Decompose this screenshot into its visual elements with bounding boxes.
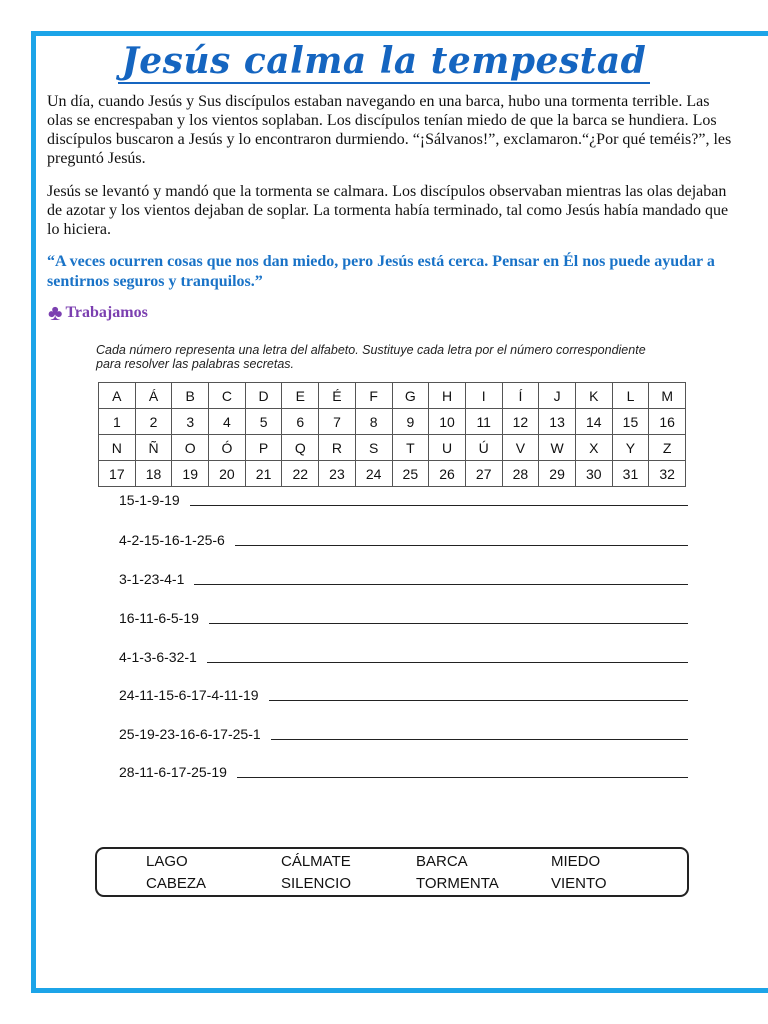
word-bank-item: CABEZA	[146, 875, 207, 892]
cipher-letter: W	[539, 435, 576, 461]
answer-line[interactable]	[190, 505, 688, 506]
puzzle-row	[119, 571, 688, 587]
lesson-quote: “A veces ocurren cosas que nos dan miedo, pero Jesús está cerca. Pensar en Él nos puede ayudar a sentirnos seguros y tranquilos.”	[47, 253, 715, 290]
cipher-letter: V	[502, 435, 539, 461]
cipher-letter: Í	[502, 383, 539, 409]
puzzle-code: 4-1-3-6-32-1	[119, 649, 197, 665]
answer-line[interactable]	[209, 623, 688, 624]
cipher-number: 24	[355, 461, 392, 487]
cipher-letter: C	[209, 383, 246, 409]
puzzle-code: 3-1-23-4-1	[119, 571, 185, 587]
exercise-instructions: Cada número representa una letra del alfabeto. Sustituye cada letra por el número correspondiente para resolver las palabras secretas.	[96, 343, 646, 371]
cipher-number: 4	[209, 409, 246, 435]
puzzle-row	[119, 687, 688, 703]
cipher-number: 2	[135, 409, 172, 435]
page-title-text: Jesús calma la tempestad	[118, 40, 651, 84]
story-paragraph-2: Jesús se levantó y mandó que la tormenta se calmara. Los discípulos observaban mientras las olas dejaban de azotar y los vientos dejaban de soplar. La tormenta había terminado, tal como Jesús había mandado que lo hiciera.	[47, 183, 729, 238]
word-bank	[95, 847, 689, 897]
puzzle-code: 15-1-9-19	[119, 492, 180, 508]
cipher-number: 6	[282, 409, 319, 435]
cipher-number: 14	[575, 409, 612, 435]
answer-line[interactable]	[207, 662, 688, 663]
cipher-number: 7	[319, 409, 356, 435]
club-icon: ♣	[48, 300, 63, 325]
word-bank-item: LAGO	[146, 853, 188, 870]
cipher-letter: X	[575, 435, 612, 461]
cipher-letter: Á	[135, 383, 172, 409]
cipher-letter: O	[172, 435, 209, 461]
cipher-letter: B	[172, 383, 209, 409]
cipher-letter: L	[612, 383, 649, 409]
cipher-letter: É	[319, 383, 356, 409]
cipher-row-letters-1	[99, 383, 686, 409]
word-bank-item: VIENTO	[551, 875, 607, 892]
cipher-number: 21	[245, 461, 282, 487]
cipher-letter: Z	[649, 435, 686, 461]
cipher-number: 11	[465, 409, 502, 435]
word-bank-item: TORMENTA	[416, 875, 499, 892]
puzzle-code: 25-19-23-16-6-17-25-1	[119, 726, 261, 742]
cipher-number: 22	[282, 461, 319, 487]
word-bank-item: CÁLMATE	[281, 853, 351, 870]
cipher-number: 20	[209, 461, 246, 487]
answer-line[interactable]	[237, 777, 688, 778]
word-bank-item: MIEDO	[551, 853, 601, 870]
cipher-letter: T	[392, 435, 429, 461]
cipher-number: 12	[502, 409, 539, 435]
cipher-number: 27	[465, 461, 502, 487]
cipher-row-numbers-1	[99, 409, 686, 435]
answer-line[interactable]	[269, 700, 688, 701]
cipher-number: 31	[612, 461, 649, 487]
answer-line[interactable]	[235, 545, 688, 546]
section-heading-label: Trabajamos	[65, 304, 148, 321]
cipher-letter: M	[649, 383, 686, 409]
page-title	[0, 40, 768, 82]
cipher-number: 29	[539, 461, 576, 487]
puzzle-row	[119, 726, 688, 742]
cipher-letter: G	[392, 383, 429, 409]
story-paragraph-1: Un día, cuando Jesús y Sus discípulos estaban navegando en una barca, hubo una tormenta terrible. Las olas se encrespaban y los vientos soplaban. Los discípulos tenían miedo de que la barca se hundiera. Los discípulos buscaron a Jesús y lo encontraron durmiendo. “¡Sálvanos!”, exclamaron.“¿Por qué teméis?”, les preguntó Jesús.	[47, 93, 732, 167]
cipher-letter: A	[99, 383, 136, 409]
cipher-letter: E	[282, 383, 319, 409]
cipher-number: 5	[245, 409, 282, 435]
answer-line[interactable]	[194, 584, 688, 585]
cipher-letter: Ú	[465, 435, 502, 461]
cipher-number: 15	[612, 409, 649, 435]
cipher-letter: S	[355, 435, 392, 461]
cipher-number: 32	[649, 461, 686, 487]
cipher-table	[98, 382, 686, 487]
cipher-letter: Q	[282, 435, 319, 461]
cipher-number: 28	[502, 461, 539, 487]
cipher-number: 10	[429, 409, 466, 435]
cipher-letter: Ñ	[135, 435, 172, 461]
cipher-letter: J	[539, 383, 576, 409]
puzzle-row	[119, 649, 688, 665]
cipher-letter: U	[429, 435, 466, 461]
puzzle-code: 4-2-15-16-1-25-6	[119, 532, 225, 548]
cipher-number: 3	[172, 409, 209, 435]
cipher-number: 25	[392, 461, 429, 487]
cipher-number: 1	[99, 409, 136, 435]
cipher-row-numbers-2	[99, 461, 686, 487]
cipher-letter: Y	[612, 435, 649, 461]
word-bank-item: BARCA	[416, 853, 468, 870]
cipher-number: 26	[429, 461, 466, 487]
puzzle-code: 28-11-6-17-25-19	[119, 764, 227, 780]
puzzle-row	[119, 532, 688, 548]
cipher-row-letters-2	[99, 435, 686, 461]
cipher-number: 16	[649, 409, 686, 435]
cipher-number: 23	[319, 461, 356, 487]
puzzle-code: 16-11-6-5-19	[119, 610, 199, 626]
cipher-number: 30	[575, 461, 612, 487]
cipher-number: 9	[392, 409, 429, 435]
cipher-number: 8	[355, 409, 392, 435]
cipher-letter: Ó	[209, 435, 246, 461]
cipher-number: 17	[99, 461, 136, 487]
cipher-letter: I	[465, 383, 502, 409]
cipher-letter: N	[99, 435, 136, 461]
cipher-number: 13	[539, 409, 576, 435]
puzzle-row	[119, 764, 688, 780]
cipher-number: 19	[172, 461, 209, 487]
cipher-number: 18	[135, 461, 172, 487]
cipher-letter: D	[245, 383, 282, 409]
section-heading	[48, 300, 148, 325]
cipher-letter: F	[355, 383, 392, 409]
cipher-letter: H	[429, 383, 466, 409]
answer-line[interactable]	[271, 739, 688, 740]
word-bank-item: SILENCIO	[281, 875, 352, 892]
cipher-letter: R	[319, 435, 356, 461]
cipher-letter: K	[575, 383, 612, 409]
puzzle-row	[119, 492, 688, 508]
puzzle-row	[119, 610, 688, 626]
cipher-letter: P	[245, 435, 282, 461]
puzzle-code: 24-11-15-6-17-4-11-19	[119, 687, 259, 703]
